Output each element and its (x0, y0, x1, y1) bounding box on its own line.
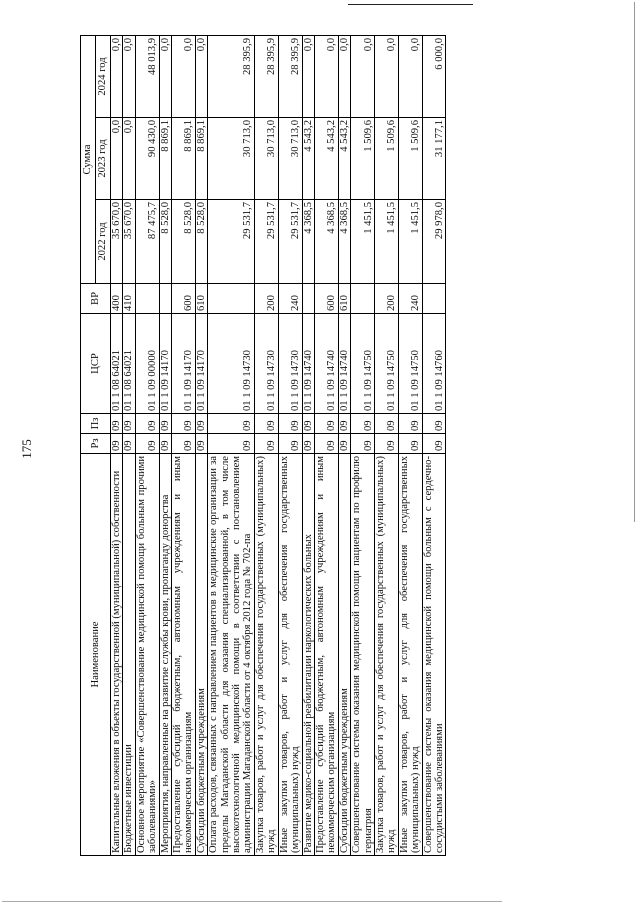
row-2022-cell: 1 451,5 (398, 200, 422, 284)
row-2024-cell: 6 000,0 (422, 35, 446, 117)
row-2022-cell: 4 368,5 (302, 200, 314, 284)
row-vr-cell (159, 284, 171, 314)
row-2022-cell: 8 528,0 (172, 200, 196, 284)
row-2022-cell: 8 528,0 (159, 200, 171, 284)
row-2023-cell: 0,0 (123, 118, 135, 200)
row-name-cell: Оплата расходов, связанных с направлением пациентов в медицинские организации за пределы Магаданской области для оказания специализированной, в том числе высокотехнологичной медицинской помощи в соответствии с постановлением администрации Магаданской области от 4 октября 2012 года № 702-па (208, 454, 255, 856)
row-name-cell: Капитальные вложения в объекты государственной (муниципальной) собственности (111, 454, 123, 856)
table-row (123, 35, 135, 855)
table-row (278, 35, 302, 855)
row-2023-cell: 8 869,1 (195, 118, 207, 200)
row-2023-cell: 31 177,1 (422, 118, 446, 200)
row-rz-cell: 09 (254, 434, 278, 454)
header-name: Наименование (81, 454, 111, 856)
row-2022-cell: 35 670,0 (111, 200, 123, 284)
row-vr-cell (208, 284, 255, 314)
row-name-cell: Мероприятия, направленные на развитие службы крови, пропаганду донорства (159, 454, 171, 856)
table-row (422, 35, 446, 855)
row-vr-cell: 600 (314, 284, 338, 314)
row-2022-cell: 29 531,7 (254, 200, 278, 284)
row-rz-cell: 09 (159, 434, 171, 454)
row-2023-cell: 90 430,0 (135, 118, 159, 200)
table-body (111, 35, 446, 855)
row-2024-cell: 48 013,9 (135, 35, 159, 117)
row-2023-cell: 1 509,6 (398, 118, 422, 200)
row-pz-cell: 09 (208, 414, 255, 434)
row-name-cell: Закупка товаров, работ и услуг для обеспечения государственных (муниципальных) нужд (254, 454, 278, 856)
row-2024-cell: 0,0 (302, 35, 314, 117)
row-2024-cell: 28 395,9 (208, 35, 255, 117)
row-csr-cell: 01 1 08 64021 (111, 314, 123, 414)
table-row (351, 35, 375, 855)
row-vr-cell: 610 (195, 284, 207, 314)
row-2024-cell: 28 395,9 (254, 35, 278, 117)
row-pz-cell: 09 (302, 414, 314, 434)
row-2023-cell: 30 713,0 (254, 118, 278, 200)
row-pz-cell: 09 (314, 414, 338, 434)
table-row (302, 35, 314, 855)
row-pz-cell: 09 (172, 414, 196, 434)
row-csr-cell: 01 1 09 14170 (172, 314, 196, 414)
row-name-cell: Иные закупки товаров, работ и услуг для обеспечения государственных (муниципальных) нужд (398, 454, 422, 856)
row-vr-cell (135, 284, 159, 314)
row-2022-cell: 1 451,5 (351, 200, 375, 284)
budget-table (80, 35, 446, 856)
row-csr-cell: 01 1 09 00000 (135, 314, 159, 414)
header-year-2022: 2022 год (96, 200, 111, 284)
table-row (398, 35, 422, 855)
row-2023-cell: 4 543,2 (314, 118, 338, 200)
row-2023-cell: 30 713,0 (208, 118, 255, 200)
row-2024-cell: 0,0 (314, 35, 338, 117)
scan-edge-line (634, 2, 635, 522)
row-vr-cell: 240 (398, 284, 422, 314)
row-csr-cell: 01 1 09 14740 (314, 314, 338, 414)
row-2022-cell: 1 451,5 (374, 200, 398, 284)
row-rz-cell: 09 (123, 434, 135, 454)
row-rz-cell: 09 (111, 434, 123, 454)
row-name-cell: Основное мероприятие «Совершенствование медицинской помощи больным прочими заболеваниями» (135, 454, 159, 856)
row-rz-cell: 09 (208, 434, 255, 454)
row-vr-cell: 400 (111, 284, 123, 314)
row-csr-cell: 01 1 09 14170 (195, 314, 207, 414)
row-2023-cell: 8 869,1 (172, 118, 196, 200)
table-row (111, 35, 123, 855)
row-rz-cell: 09 (195, 434, 207, 454)
row-vr-cell (422, 284, 446, 314)
row-vr-cell: 410 (123, 284, 135, 314)
table-row (172, 35, 196, 855)
row-vr-cell: 240 (278, 284, 302, 314)
row-2022-cell: 4 368,5 (314, 200, 338, 284)
header-year-2024: 2024 год (96, 35, 111, 117)
row-csr-cell: 01 1 08 64021 (123, 314, 135, 414)
row-csr-cell: 01 1 09 14750 (374, 314, 398, 414)
row-2022-cell: 87 475,7 (135, 200, 159, 284)
row-name-cell: Иные закупки товаров, работ и услуг для обеспечения государственных (муниципальных) нужд (278, 454, 302, 856)
row-pz-cell: 09 (351, 414, 375, 434)
row-2022-cell: 35 670,0 (123, 200, 135, 284)
row-2023-cell: 0,0 (111, 118, 123, 200)
row-2022-cell: 29 531,7 (208, 200, 255, 284)
row-name-cell: Совершенствование системы оказания медицинской помощи пациентам по профилю гериатрия (351, 454, 375, 856)
row-rz-cell: 09 (374, 434, 398, 454)
header-pz: Пз (81, 414, 111, 434)
table-row (135, 35, 159, 855)
row-2023-cell: 4 543,2 (338, 118, 350, 200)
row-name-cell: Развитие медико-социальной реабилитации наркологических больных (302, 454, 314, 856)
row-csr-cell: 01 1 09 14730 (254, 314, 278, 414)
row-name-cell: Предоставление субсидий бюджетным, автономным учреждениям и иным некоммерческим организациям (172, 454, 196, 856)
row-name-cell: Закупка товаров, работ и услуг для обеспечения государственных (муниципальных) нужд (374, 454, 398, 856)
row-2024-cell: 0,0 (172, 35, 196, 117)
row-2023-cell: 8 869,1 (159, 118, 171, 200)
row-2024-cell: 0,0 (374, 35, 398, 117)
row-rz-cell: 09 (172, 434, 196, 454)
row-2023-cell: 1 509,6 (351, 118, 375, 200)
row-name-cell: Совершенствование системы оказания медицинской помощи больным с сердечно-сосудистыми заболеваниями (422, 454, 446, 856)
row-pz-cell: 09 (254, 414, 278, 434)
header-csr: ЦСР (81, 314, 111, 414)
table-row (254, 35, 278, 855)
row-name-cell: Субсидии бюджетным учреждениям (195, 454, 207, 856)
table-row (314, 35, 338, 855)
row-rz-cell: 09 (278, 434, 302, 454)
row-2022-cell: 4 368,5 (338, 200, 350, 284)
row-csr-cell: 01 1 09 14740 (302, 314, 314, 414)
row-2023-cell: 1 509,6 (374, 118, 398, 200)
row-pz-cell: 09 (195, 414, 207, 434)
row-csr-cell: 01 1 09 14750 (398, 314, 422, 414)
scan-edge-line (348, 4, 473, 5)
row-pz-cell: 09 (135, 414, 159, 434)
row-2022-cell: 8 528,0 (195, 200, 207, 284)
row-pz-cell: 09 (278, 414, 302, 434)
page-number: 175 (19, 439, 34, 459)
row-2024-cell: 0,0 (338, 35, 350, 117)
table-row (195, 35, 207, 855)
row-pz-cell: 09 (159, 414, 171, 434)
row-2024-cell: 0,0 (159, 35, 171, 117)
row-csr-cell: 01 1 09 14730 (278, 314, 302, 414)
table-row (338, 35, 350, 855)
row-2024-cell: 0,0 (123, 35, 135, 117)
rotated-page-content (80, 36, 600, 856)
row-csr-cell: 01 1 09 14760 (422, 314, 446, 414)
row-rz-cell: 09 (351, 434, 375, 454)
table-row (374, 35, 398, 855)
row-pz-cell: 09 (398, 414, 422, 434)
row-csr-cell: 01 1 09 14170 (159, 314, 171, 414)
row-rz-cell: 09 (338, 434, 350, 454)
row-2024-cell: 0,0 (111, 35, 123, 117)
row-pz-cell: 09 (374, 414, 398, 434)
row-vr-cell (351, 284, 375, 314)
row-vr-cell: 200 (374, 284, 398, 314)
table-row (208, 35, 255, 855)
row-rz-cell: 09 (422, 434, 446, 454)
row-name-cell: Субсидии бюджетным учреждениям (338, 454, 350, 856)
row-pz-cell: 09 (338, 414, 350, 434)
row-2022-cell: 29 978,0 (422, 200, 446, 284)
row-rz-cell: 09 (398, 434, 422, 454)
row-csr-cell: 01 1 09 14750 (351, 314, 375, 414)
row-csr-cell: 01 1 09 14730 (208, 314, 255, 414)
row-pz-cell: 09 (123, 414, 135, 434)
row-2023-cell: 4 543,2 (302, 118, 314, 200)
row-pz-cell: 09 (422, 414, 446, 434)
header-vr: ВР (81, 284, 111, 314)
row-csr-cell: 01 1 09 14740 (338, 314, 350, 414)
row-2022-cell: 29 531,7 (278, 200, 302, 284)
row-2024-cell: 28 395,9 (278, 35, 302, 117)
row-vr-cell (302, 284, 314, 314)
row-vr-cell: 600 (172, 284, 196, 314)
scan-edge-line (2, 901, 502, 902)
row-2024-cell: 0,0 (195, 35, 207, 117)
row-name-cell: Бюджетные инвестиции (123, 454, 135, 856)
row-2023-cell: 30 713,0 (278, 118, 302, 200)
table-row (159, 35, 171, 855)
row-2024-cell: 0,0 (351, 35, 375, 117)
row-pz-cell: 09 (111, 414, 123, 434)
table-header (81, 35, 111, 855)
header-sum: Сумма (81, 35, 96, 283)
row-rz-cell: 09 (314, 434, 338, 454)
header-year-2023: 2023 год (96, 118, 111, 200)
row-vr-cell: 200 (254, 284, 278, 314)
header-rz: Рз (81, 434, 111, 454)
row-name-cell: Предоставление субсидий бюджетным, автономным учреждениям и иным некоммерческим организациям (314, 454, 338, 856)
row-rz-cell: 09 (302, 434, 314, 454)
row-vr-cell: 610 (338, 284, 350, 314)
row-rz-cell: 09 (135, 434, 159, 454)
row-2024-cell: 0,0 (398, 35, 422, 117)
